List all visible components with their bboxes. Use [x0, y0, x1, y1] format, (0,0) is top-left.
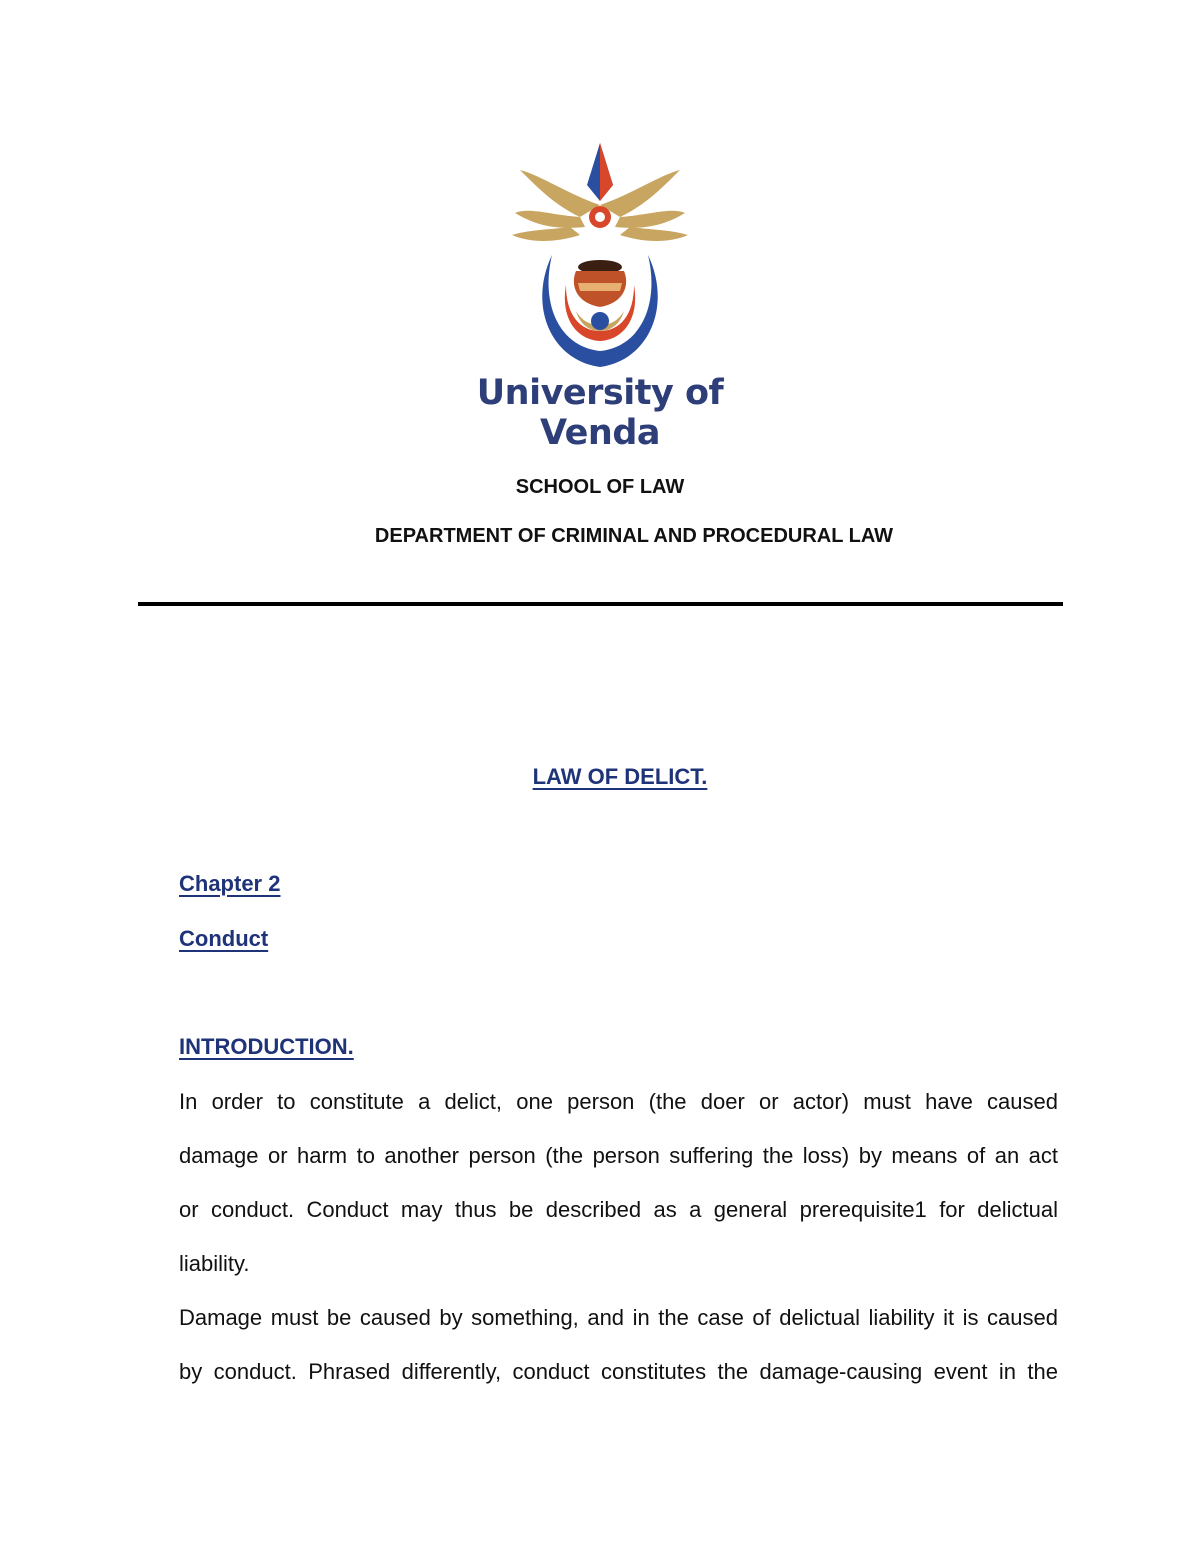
section-heading: INTRODUCTION. [179, 1034, 354, 1059]
paragraph-line: by conduct. Phrased differently, conduct constitutes the damage-causing event in the [179, 1359, 1058, 1384]
school-name: SCHOOL OF LAW [515, 476, 685, 498]
document-title: LAW OF DELICT. [532, 764, 708, 789]
paragraph-line: Damage must be caused by something, and in the case of delictual liability it is caused [179, 1305, 1058, 1330]
department-name: DEPARTMENT OF CRIMINAL AND PROCEDURAL LAW [374, 525, 894, 547]
university-name-logo-text: University of Venda [476, 373, 724, 453]
chapter-topic-heading: Conduct [179, 926, 269, 951]
paragraph-introduction [179, 1075, 1058, 1291]
paragraph-line: liability. [179, 1251, 250, 1276]
crest-emblem-icon [430, 135, 770, 375]
paragraph-line: In order to constitute a delict, one person (the doer or actor) must have caused [179, 1089, 1058, 1114]
chapter-heading: Chapter 2 [179, 871, 281, 896]
horizontal-divider [138, 602, 1063, 606]
paragraph-line: damage or harm to another person (the person suffering the loss) by means of an act [179, 1143, 1058, 1168]
paragraph-line: or conduct. Conduct may thus be described as a general prerequisite1 for delictual [179, 1197, 1058, 1222]
university-logo [430, 135, 770, 453]
paragraph-damage [179, 1291, 1058, 1399]
